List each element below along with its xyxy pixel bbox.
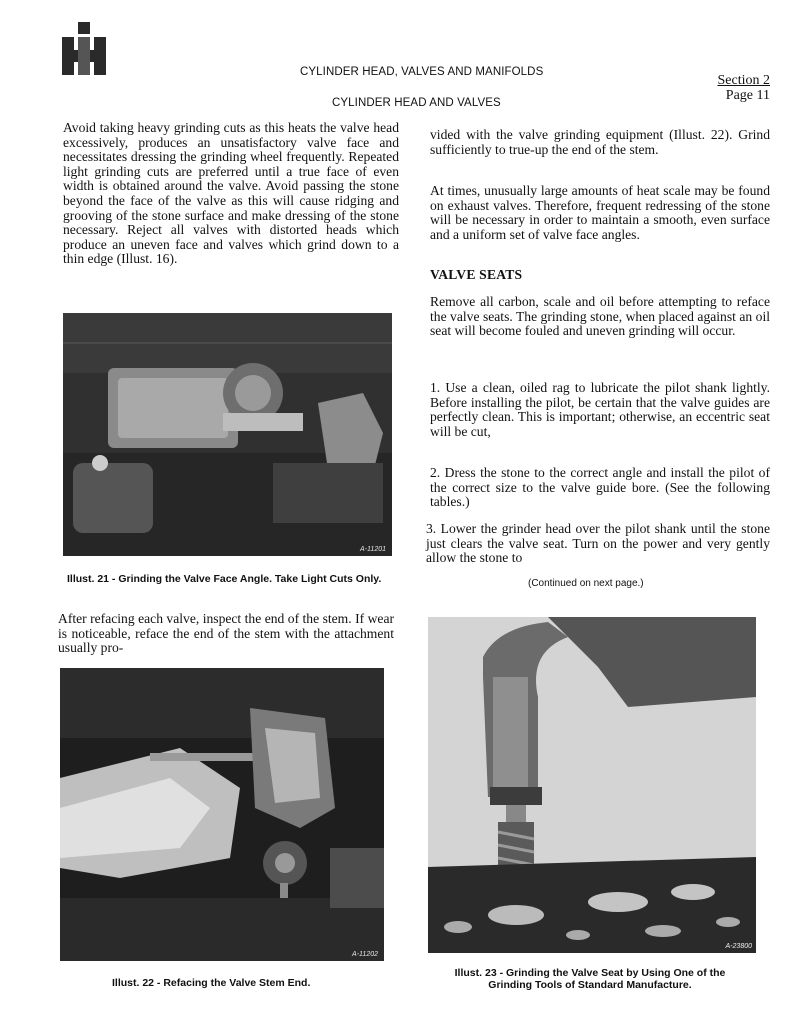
section-label: Section 2: [717, 73, 770, 88]
figure-23-photo: [428, 617, 756, 953]
figure-23-caption: Illust. 23 - Grinding the Valve Seat by Using One of the Grinding Tools of Standard Manufacture.: [454, 967, 726, 991]
section-page-label: [718, 73, 771, 103]
figure-21-photo: [63, 313, 392, 556]
step-2: 2. Dress the stone to the correct angle and install the pilot of the correct size to the valve guide bore. (See the following tables.): [430, 465, 770, 510]
step-3: 3. Lower the grinder head over the pilot shank until the stone just clears the valve seat. Turn on the power and very gently allow the stone to: [426, 521, 770, 566]
paragraph-remove-carbon: Remove all carbon, scale and oil before attempting to reface the valve seats. The grinding stone, when placed against an oil seat will become fouled and uneven grinding will occur.: [430, 294, 770, 339]
paragraph-stem-inspect: After refacing each valve, inspect the end of the stem. If wear is noticeable, reface the end of the stem with the attachment usually pro-: [58, 611, 394, 656]
paragraph-heat-scale: At times, unusually large amounts of heat scale may be found on exhaust valves. Therefore, frequent redressing of the stone will be necessary in order to maintain a smooth, even surface and a uniform set of valve face angles.: [430, 183, 770, 242]
paragraph-heavy-grinding: Avoid taking heavy grinding cuts as this heats the valve head excessively, produces an unsatisfactory valve face and necessitates dressing the grinding wheel frequently. Repeated light grinding cuts are preferred until a true face of even width is obtained around the valve. Avoid passing the stone beyond the face of the valve as this will cause ridging and grooving of the stone surface and make dressing of the stone necessary. Reject all valves with distorted heads which produce an uneven face and valves which grind down to a thin edge (Illust. 16).: [63, 120, 399, 267]
chapter-title: CYLINDER HEAD, VALVES AND MANIFOLDS: [300, 66, 544, 78]
figure-23-code: A-23800: [725, 943, 752, 950]
step-1: 1. Use a clean, oiled rag to lubricate the pilot shank lightly. Before installing the pilot, be certain that the valve guides are perfectly clean. This is important; otherwise, an eccentric seat will be cut,: [430, 380, 770, 439]
figure-21-caption: Illust. 21 - Grinding the Valve Face Angle. Take Light Cuts Only.: [67, 573, 382, 585]
subsection-title: CYLINDER HEAD AND VALVES: [332, 97, 501, 109]
figure-21-code: A-11201: [360, 546, 386, 553]
figure-22-photo: [60, 668, 384, 961]
paragraph-grind-stem: vided with the valve grinding equipment (Illust. 22). Grind sufficiently to true-up the end of the stem.: [430, 127, 770, 157]
figure-22-caption: Illust. 22 - Refacing the Valve Stem End.: [112, 977, 311, 989]
page-label: Page 11: [725, 88, 770, 103]
figure-22-code: A-11202: [352, 951, 378, 958]
continued-note: (Continued on next page.): [528, 578, 644, 589]
ih-logo: [62, 22, 106, 76]
heading-valve-seats: VALVE SEATS: [430, 267, 523, 282]
